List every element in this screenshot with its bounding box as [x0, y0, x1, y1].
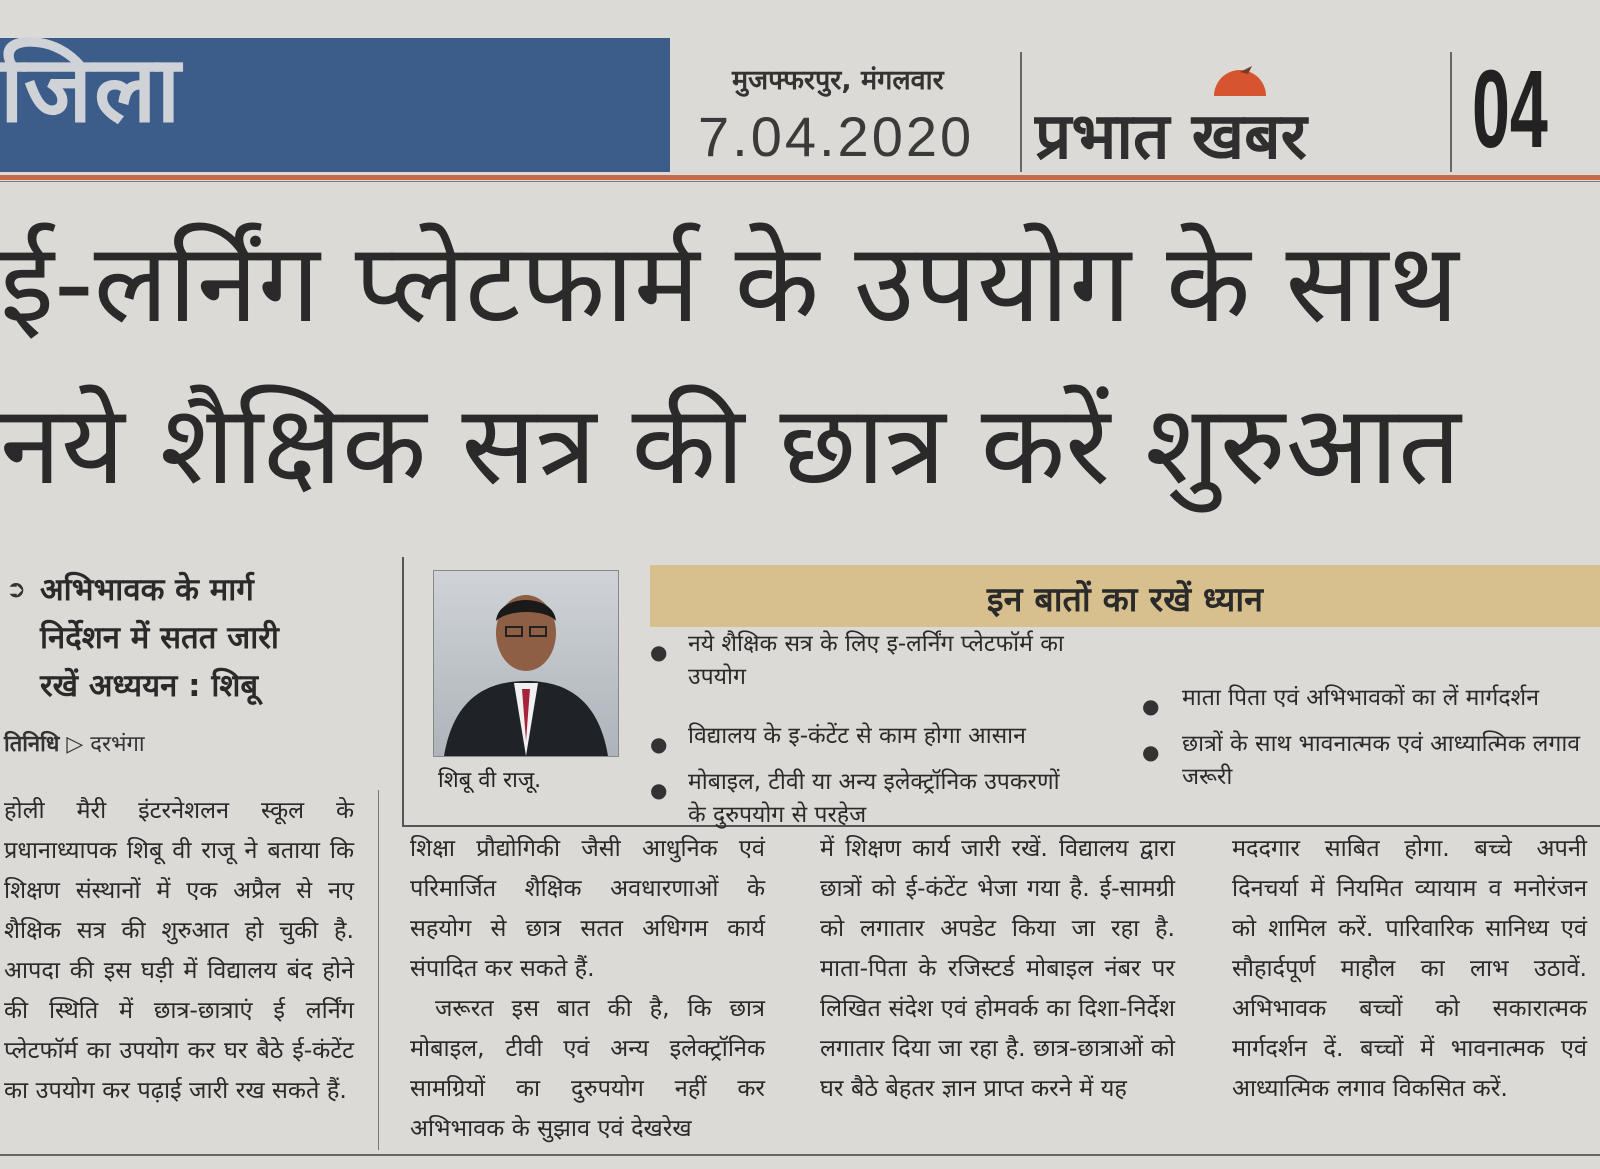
tip-item: विद्यालय के इ-कंटेंट से काम होगा आसान — [688, 723, 1026, 749]
tip-item: माता पिता एवं अभिभावकों का लें मार्गदर्शन — [1182, 685, 1539, 711]
byline-place: दरभंगा — [90, 732, 145, 757]
headline-line-1: ई-लर्निंग प्लेटफार्म के उपयोग के साथ — [0, 219, 1459, 347]
masthead-rule — [0, 175, 1600, 180]
masthead-rule — [0, 181, 1600, 182]
bullet-icon: ● — [650, 778, 668, 802]
deck-line-2: निर्देशन में सतत जारी — [40, 620, 279, 656]
dateline-date: 7.04.2020 — [698, 105, 975, 168]
dateline-city: मुजफ्फरपुर, मंगलवार — [732, 65, 944, 96]
masthead-divider — [1020, 52, 1022, 172]
headline-line-2: नये शैक्षिक सत्र की छात्र करें शुरुआत — [0, 381, 1461, 509]
article-column-2 — [410, 828, 765, 1148]
paragraph: होली मैरी इंटरनेशलन स्कूल के प्रधानाध्यापक शिबू वी राजू ने बताया कि शिक्षण संस्थानों में एक अप्रैल से नए शैक्षिक सत्र की शुरुआत हो चुकी है. आपदा की इस घड़ी में विद्यालय बंद होने की स्थिति में छात्र-छात्राएं ई लर्निंग प्लेटफॉर्म का उपयोग कर घर बैठे ई-कंटेंट का उपयोग कर पढ़ाई जारी रख सकते हैं. — [4, 796, 354, 1104]
tip-item: छात्रों के साथ भावनात्मक एवं आध्यात्मिक लगाव जरूरी — [1182, 731, 1581, 791]
deck-line-3: रखें अध्ययन : शिबू — [40, 668, 259, 704]
tip-item: नये शैक्षिक सत्र के लिए इ-लर्निंग प्लेटफॉर्म का उपयोग — [688, 631, 1064, 691]
article-column-3 — [820, 828, 1175, 1108]
newspaper-name: प्रभात खबर — [1035, 100, 1307, 174]
article-column-1 — [4, 790, 354, 1110]
photo-caption: शिबू वी राजू. — [438, 768, 542, 793]
portrait-photo — [433, 570, 619, 757]
paragraph: मददगार साबित होगा. बच्चे अपनी दिनचर्या में नियमित व्यायाम व मनोरंजन को शामिल करें. पारिवारिक सानिध्य एवं सौहार्दपूर्ण माहौल का लाभ उठावें. अभिभावक बच्चों को सकारात्मक मार्गदर्शन दें. बच्चों में भावनात्मक एवं आध्यात्मिक लगाव विकसित करें. — [1232, 834, 1587, 1102]
byline-prefix: तिनिधि — [4, 732, 60, 757]
column-divider — [378, 790, 379, 1150]
bullet-icon: ● — [1142, 694, 1160, 718]
bullet-icon: ● — [1142, 740, 1160, 764]
deck-arrow-icon: ➲ — [6, 575, 27, 603]
deck-line-1: अभिभावक के मार्ग — [40, 572, 254, 608]
portrait-figure-icon — [434, 571, 618, 756]
section-label: जिला — [0, 36, 183, 143]
tip-item: मोबाइल, टीवी या अन्य इलेक्ट्रॉनिक उपकरणों के दुरुपयोग से परहेज — [688, 769, 1060, 829]
byline — [4, 728, 145, 758]
bullet-icon: ● — [650, 640, 668, 664]
paragraph: शिक्षा प्रौद्योगिकी जैसी आधुनिक एवं परिमार्जित शैक्षिक अवधारणाओं के सहयोग से छात्र सतत अधिगम कार्य संपादित कर सकते हैं. — [410, 834, 765, 982]
byline-arrow-icon: ▷ — [66, 732, 91, 757]
masthead-divider — [1450, 52, 1452, 172]
bullet-icon: ● — [650, 732, 668, 756]
article-column-4 — [1232, 828, 1587, 1108]
page-number: 04 — [1472, 48, 1548, 171]
bottom-rule — [0, 1154, 1600, 1156]
box-heading: इन बातों का रखें ध्यान — [986, 580, 1264, 620]
paragraph: जरूरत इस बात की है, कि छात्र मोबाइल, टीवी एवं अन्य इलेक्ट्रॉनिक सामग्रियों का दुरुपयोग नहीं कर अभिभावक के सुझाव एवं देखरेख — [410, 994, 765, 1142]
paragraph: में शिक्षण कार्य जारी रखें. विद्यालय द्वारा छात्रों को ई-कंटेंट भेजा गया है. ई-सामग्री को लगातार अपडेट किया जा रहा है. माता-पिता के रजिस्टर्ड मोबाइल नंबर पर लिखित संदेश एवं होमवर्क का दिशा-निर्देश लगातार दिया जा रहा है. छात्र-छात्राओं को घर बैठे बेहतर ज्ञान प्राप्त करने में यह — [820, 834, 1175, 1102]
